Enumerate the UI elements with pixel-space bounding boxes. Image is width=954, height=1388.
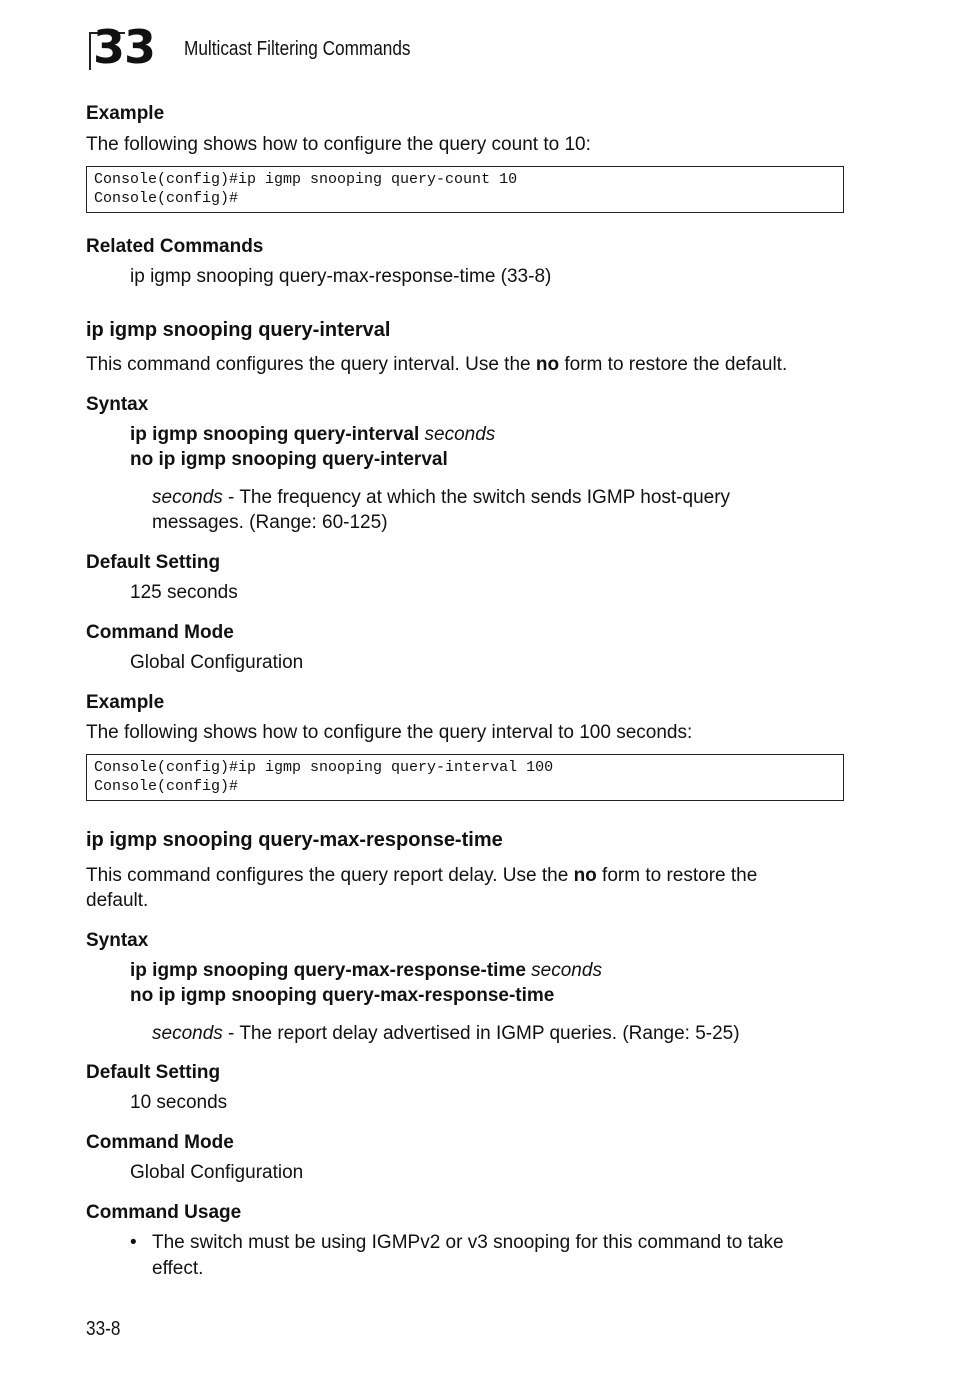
parameter-description: seconds - The report delay advertised in IGMP queries. (Range: 5-25) xyxy=(152,1023,740,1044)
command-mode-value: Global Configuration xyxy=(130,652,304,673)
default-setting-heading: Default Setting xyxy=(86,1062,221,1083)
syntax-line: ip igmp snooping query-max-response-time seconds xyxy=(130,960,602,981)
syntax-line: ip igmp snooping query-interval seconds xyxy=(130,424,496,445)
running-title: Multicast Filtering Commands xyxy=(184,38,411,60)
default-setting-value: 10 seconds xyxy=(130,1092,228,1113)
syntax-no-line: no ip igmp snooping query-max-response-time xyxy=(130,985,555,1006)
syntax-no-line: no ip igmp snooping query-interval xyxy=(130,449,448,470)
example-text: The following shows how to configure the query count to 10: xyxy=(86,134,591,155)
code-line: Console(config)#ip igmp snooping query-count 10 xyxy=(94,171,518,188)
chapter-number: 33 xyxy=(93,20,156,74)
usage-item-continued: effect. xyxy=(152,1258,204,1279)
parameter-description: seconds - The frequency at which the switch sends IGMP host-query xyxy=(152,487,731,508)
code-line: Console(config)#ip igmp snooping query-interval 100 xyxy=(94,759,554,776)
code-block xyxy=(86,166,844,213)
command-description: This command configures the query interval. Use the no form to restore the default. xyxy=(86,354,788,375)
code-line: Console(config)# xyxy=(94,190,239,207)
example-text: The following shows how to configure the query interval to 100 seconds: xyxy=(86,722,693,743)
command-description-continued: default. xyxy=(86,890,149,911)
page-number: 33-8 xyxy=(86,1318,121,1340)
example-heading: Example xyxy=(86,103,165,124)
related-command-item: ip igmp snooping query-max-response-time (33-8) xyxy=(130,266,552,287)
syntax-heading: Syntax xyxy=(86,930,149,951)
command-usage-heading: Command Usage xyxy=(86,1202,242,1223)
default-setting-value: 125 seconds xyxy=(130,582,238,603)
command-title: ip igmp snooping query-interval xyxy=(86,319,391,341)
related-commands-heading: Related Commands xyxy=(86,236,264,257)
default-setting-heading: Default Setting xyxy=(86,552,221,573)
bullet-marker: • xyxy=(130,1232,137,1253)
command-mode-heading: Command Mode xyxy=(86,1132,234,1153)
command-mode-heading: Command Mode xyxy=(86,622,234,643)
usage-item: The switch must be using IGMPv2 or v3 snooping for this command to take xyxy=(152,1232,784,1253)
command-mode-value: Global Configuration xyxy=(130,1162,304,1183)
parameter-description-continued: messages. (Range: 60-125) xyxy=(152,512,388,533)
command-title: ip igmp snooping query-max-response-time xyxy=(86,829,503,851)
code-line: Console(config)# xyxy=(94,778,239,795)
example-heading: Example xyxy=(86,692,165,713)
syntax-heading: Syntax xyxy=(86,394,149,415)
code-block xyxy=(86,754,844,801)
command-description: This command configures the query report delay. Use the no form to restore the xyxy=(86,865,758,886)
